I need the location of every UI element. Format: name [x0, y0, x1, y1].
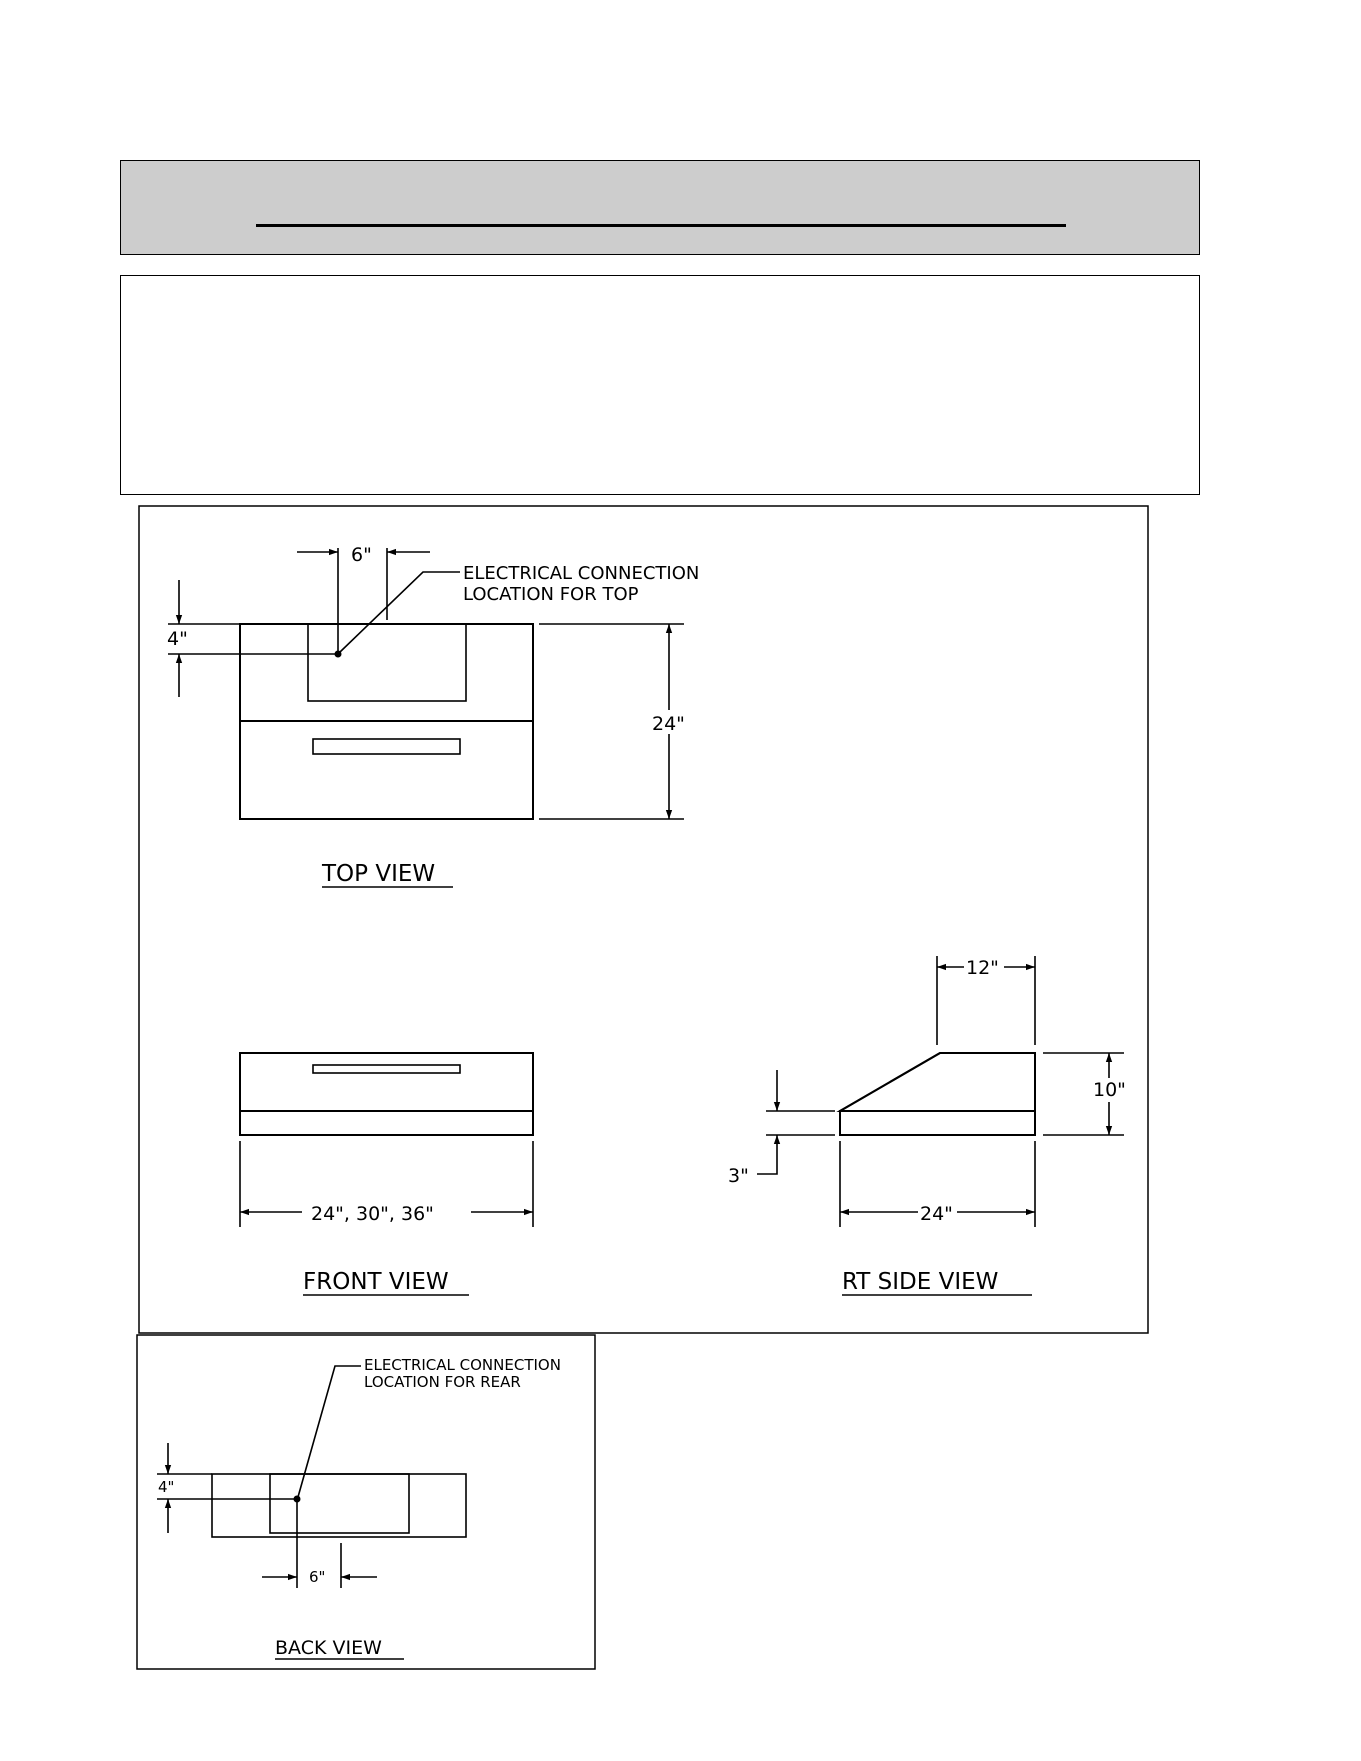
- back-dim-6: 6": [309, 1568, 326, 1586]
- top-dim-24: 24": [652, 713, 685, 735]
- top-callout-line2: LOCATION FOR TOP: [463, 584, 639, 605]
- front-dim-width: 24", 30", 36": [311, 1203, 434, 1225]
- side-dim-3: 3": [728, 1165, 749, 1187]
- top-dim-4: 4": [167, 628, 188, 650]
- back-callout-line1: ELECTRICAL CONNECTION: [364, 1356, 561, 1374]
- top-callout-line1: ELECTRICAL CONNECTION: [463, 563, 700, 584]
- back-view-label: BACK VIEW: [275, 1637, 382, 1659]
- side-view-label: RT SIDE VIEW: [842, 1269, 999, 1295]
- top-dim-6: 6": [351, 544, 372, 566]
- back-dim-4: 4": [158, 1478, 175, 1496]
- side-dim-24: 24": [920, 1203, 953, 1225]
- main-drawing-frame: [139, 506, 1148, 1333]
- side-dim-10: 10": [1093, 1079, 1126, 1101]
- top-view-label: TOP VIEW: [322, 861, 436, 887]
- front-view-label: FRONT VIEW: [303, 1269, 449, 1295]
- side-dim-12: 12": [966, 957, 999, 979]
- back-callout-line2: LOCATION FOR REAR: [364, 1373, 521, 1391]
